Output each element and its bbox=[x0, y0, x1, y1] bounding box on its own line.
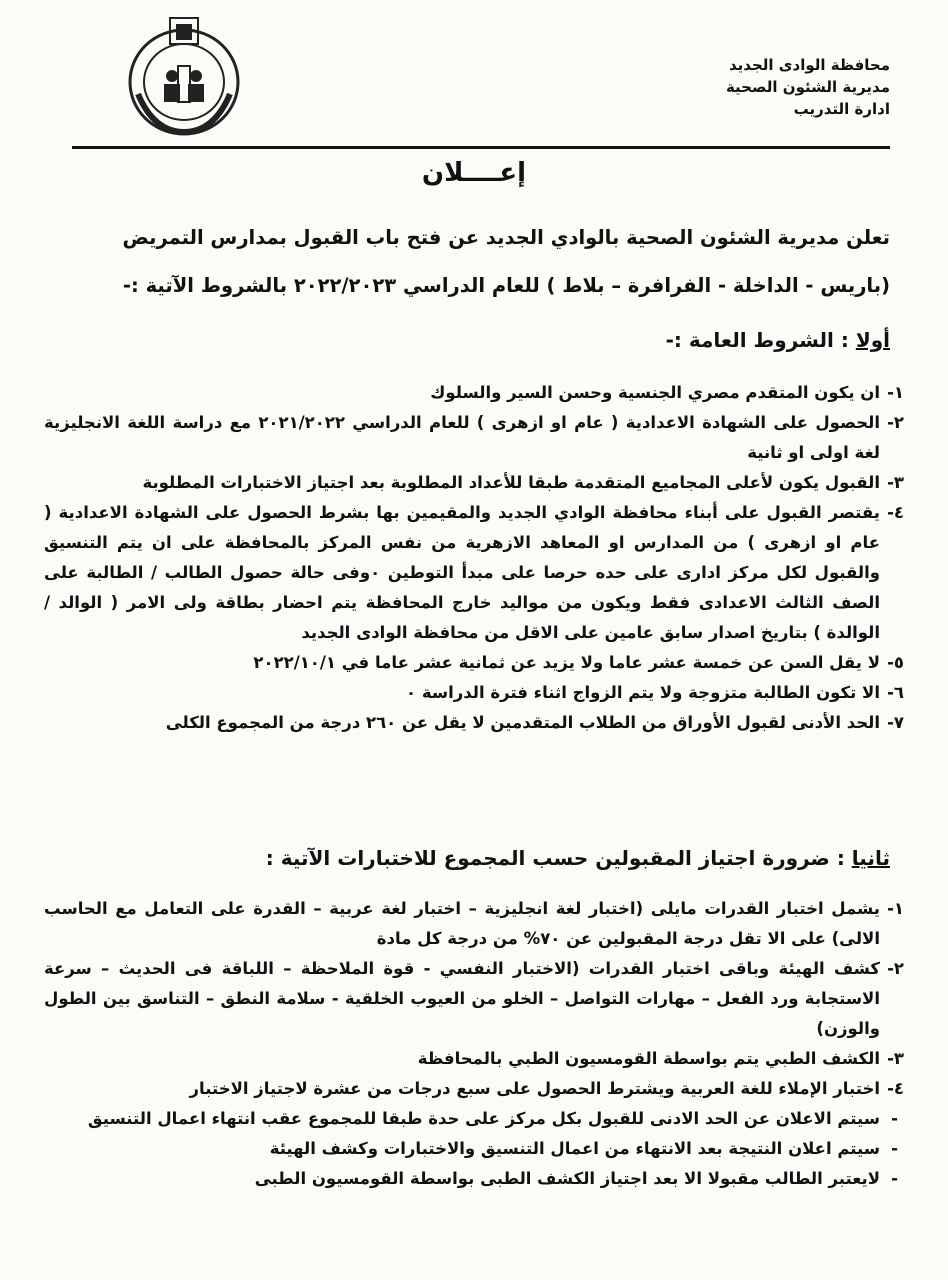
item-text: ان يكون المتقدم مصري الجنسية وحسن السير والسلوك bbox=[430, 383, 880, 402]
item-text: يشمل اختبار القدرات مايلى (اختبار لغة انجليزية – اختبار لغة عربية – القدرة على التعامل مع الحاسب الالى) على الا تقل درجة المقبولين عن ٧٠% من درجة كل مادة bbox=[44, 899, 880, 948]
intro-line-1: تعلن مديرية الشئون الصحية بالوادي الجديد عن فتح باب القبول بمدارس التمريض bbox=[122, 226, 890, 249]
required-tests-list bbox=[44, 894, 904, 1194]
list-item bbox=[44, 408, 904, 468]
item-number: ٣- bbox=[887, 473, 904, 492]
item-number: ٤- bbox=[887, 1079, 904, 1098]
list-item bbox=[44, 894, 904, 954]
item-number: ٤- bbox=[887, 503, 904, 522]
section-label: أولا bbox=[855, 328, 890, 352]
list-item bbox=[44, 1044, 904, 1074]
bullet-mark: - bbox=[891, 1169, 898, 1188]
list-item bbox=[44, 378, 904, 408]
item-number: ٧- bbox=[887, 713, 904, 732]
item-number: ٦- bbox=[887, 683, 904, 702]
item-text: كشف الهيئة وباقى اختبار القدرات (الاختبار النفسي - قوة الملاحظة – اللباقة فى الحديث – سرعة الاستجابة ورد الفعل – مهارات التواصل – الخلو من العيوب الخلقية - سلامة النطق – التناسق بين الطول والوزن) bbox=[44, 959, 880, 1038]
bullet-mark: - bbox=[891, 1109, 898, 1128]
note-text: لايعتبر الطالب مقبولا الا بعد اجتياز الكشف الطبى بواسطة القومسيون الطبى bbox=[254, 1169, 880, 1188]
item-number: ٥- bbox=[887, 653, 904, 672]
general-conditions-list bbox=[44, 378, 904, 738]
list-item bbox=[44, 678, 904, 708]
note-item bbox=[44, 1104, 904, 1134]
item-text: لا يقل السن عن خمسة عشر عاما ولا يزيد عن ثمانية عشر عاما في ٢٠٢٢/١٠/١ bbox=[253, 653, 880, 672]
general-conditions-heading bbox=[666, 328, 890, 352]
bullet-mark: - bbox=[891, 1139, 898, 1158]
page-title: إعــــلان bbox=[421, 158, 527, 188]
section-label: ثانيا bbox=[851, 846, 890, 870]
header-divider bbox=[72, 146, 890, 149]
section-title: : ضرورة اجتياز المقبولين حسب المجموع للاختبارات الآتية : bbox=[265, 846, 852, 870]
intro-line-2: (باريس - الداخلة - الفرافرة – بلاط ) للعام الدراسي ٢٠٢٢/٢٠٢٣ بالشروط الآتية :- bbox=[122, 274, 890, 297]
item-number: ١- bbox=[887, 383, 904, 402]
note-text: سيتم اعلان النتيجة بعد الانتهاء من اعمال التنسيق والاختبارات وكشف الهيئة bbox=[269, 1139, 880, 1158]
item-number: ٢- bbox=[887, 959, 904, 978]
item-number: ١- bbox=[887, 899, 904, 918]
section-title: : الشروط العامة :- bbox=[665, 328, 856, 352]
item-number: ٣- bbox=[887, 1049, 904, 1068]
item-text: الحصول على الشهادة الاعدادية ( عام او ازهرى ) للعام الدراسي ٢٠٢١/٢٠٢٢ مع دراسة اللغة الانجليزية لغة اولى او ثانية bbox=[44, 413, 880, 462]
governorate-name: محافظة الوادى الجديد bbox=[728, 56, 890, 74]
item-text: الا تكون الطالبة متزوجة ولا يتم الزواج اثناء فترة الدراسة ٠ bbox=[406, 683, 880, 702]
list-item bbox=[44, 468, 904, 498]
note-item bbox=[44, 1164, 904, 1194]
note-text: سيتم الاعلان عن الحد الادنى للقبول بكل مركز على حدة طبقا للمجموع عقب انتهاء اعمال التنسيق bbox=[87, 1109, 880, 1128]
ministry-logo bbox=[124, 14, 244, 140]
item-text: الكشف الطبي يتم بواسطة القومسيون الطبي بالمحافظة bbox=[417, 1049, 880, 1068]
note-item bbox=[44, 1134, 904, 1164]
list-item bbox=[44, 498, 904, 648]
item-number: ٢- bbox=[887, 413, 904, 432]
item-text: اختبار الإملاء للغة العربية ويشترط الحصول على سبع درجات من عشرة لاجتياز الاختبار bbox=[189, 1079, 880, 1098]
item-text: يقتصر القبول على أبناء محافظة الوادي الجديد والمقيمين بها بشرط الحصول على الشهادة الاعدادية ( عام او ازهرى ) من المدارس او المعاهد الازهرية من نفس المركز بالمحافظة على ان يتم التنسيق والقبول لكل مركز ادارى على حده حرصا على مبدأ التوطين ٠وفى حالة حصول الطالب / الطالبة على الصف الثالث الاعدادى فقط ويكون من مواليد خارج المحافظة يتم احضار بطاقة ولى الامر ( الوالد / الوالدة ) بتاريخ اصدار سابق عامين على الاقل من محافظة الوادى الجديد bbox=[44, 503, 881, 642]
directorate-name: مديرية الشئون الصحية bbox=[725, 78, 890, 96]
item-text: الحد الأدنى لقبول الأوراق من الطلاب المتقدمين لا يقل عن ٢٦٠ درجة من المجموع الكلى bbox=[165, 713, 880, 732]
list-item bbox=[44, 1074, 904, 1104]
issuing-authority bbox=[630, 54, 890, 120]
department-name: ادارة التدريب bbox=[793, 100, 890, 118]
list-item bbox=[44, 648, 904, 678]
item-text: القبول يكون لأعلى المجاميع المتقدمة طبقا للأعداد المطلوبة بعد اجتياز الاختبارات المطلوبة bbox=[142, 473, 880, 492]
required-tests-heading bbox=[266, 846, 890, 870]
list-item bbox=[44, 708, 904, 738]
list-item bbox=[44, 954, 904, 1044]
